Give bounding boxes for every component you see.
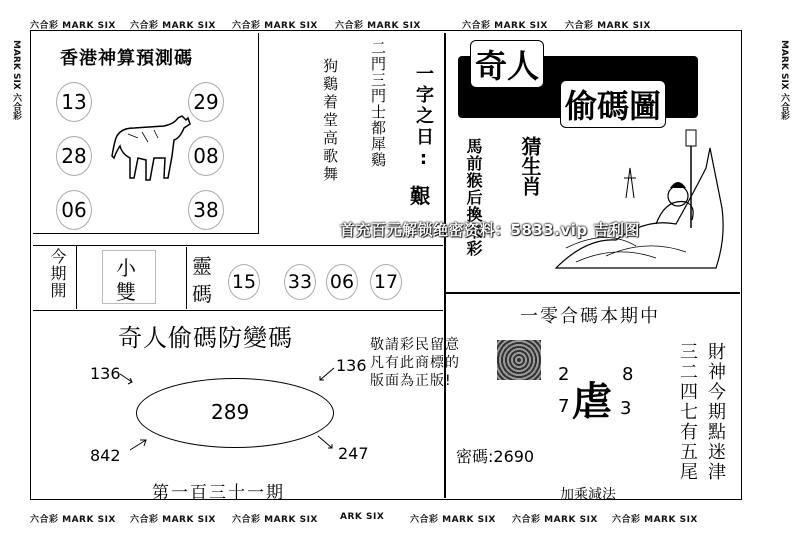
border-bottom-label: 六合彩 MARK SIX <box>512 515 598 525</box>
yiling-method: 加乘減法 <box>560 487 616 503</box>
yiling-num: 2 <box>558 364 570 385</box>
border-bottom-label: 六合彩 MARK SIX <box>130 515 216 525</box>
period-divider <box>76 245 77 309</box>
prediction-number: 06 <box>56 190 92 230</box>
fangbian-period: 第一百三十一期 <box>152 483 285 503</box>
prediction-title: 香港神算預測碼 <box>60 48 193 69</box>
period-label: 今期開 <box>48 248 67 299</box>
border-bottom-label: 六合彩 MARK SIX <box>30 515 116 525</box>
divider <box>444 33 446 498</box>
poem-char: 艱 <box>410 184 430 208</box>
yiling-char: 虐 <box>572 378 612 425</box>
poem-col2: 二門三門士都犀鷄 <box>369 40 387 168</box>
border-top-label: 六合彩 MARK SIX <box>462 21 548 31</box>
ling-number: 17 <box>370 264 402 300</box>
size-bottom: 雙 <box>116 280 136 304</box>
ling-number: 33 <box>284 264 316 300</box>
fangbian-top-right: 136 <box>336 356 367 375</box>
logo-title-top: 奇人 <box>470 40 544 88</box>
border-left-label: MARK SIX 六合彩 <box>11 40 21 120</box>
yiling-num: 7 <box>558 396 570 417</box>
border-right-label: MARK SIX 六合彩 <box>779 40 789 120</box>
fangbian-bottom-right: 247 <box>338 444 369 463</box>
notice-line: 凡有此商標的 <box>370 355 460 371</box>
ling-number: 15 <box>228 264 260 300</box>
prediction-number: 28 <box>56 136 92 176</box>
border-bottom-label: ARK SIX <box>340 512 385 522</box>
yiling-num: 3 <box>620 398 632 419</box>
ling-number: 06 <box>326 264 358 300</box>
prediction-number: 38 <box>188 190 224 230</box>
period-divider <box>186 247 187 309</box>
scholar-illustration <box>546 128 736 278</box>
fangbian-bottom-left: 842 <box>90 446 121 465</box>
prediction-number: 29 <box>188 82 224 122</box>
prediction-number: 08 <box>188 136 224 176</box>
side-col-right: 財神今期點迷津 <box>705 342 726 482</box>
ling-char: 靈 <box>192 254 212 278</box>
fangbian-center: 289 <box>211 400 250 424</box>
prediction-number: 13 <box>56 82 92 122</box>
poem-col3: 一字之日: <box>413 64 434 172</box>
notice-line: 版面為正版! <box>370 373 452 389</box>
border-top-label: 六合彩 MARK SIX <box>565 21 651 31</box>
border-bottom-label: 六合彩 MARK SIX <box>232 515 318 525</box>
border-top-label: 六合彩 MARK SIX <box>335 21 421 31</box>
border-bottom-label: 六合彩 MARK SIX <box>612 515 698 525</box>
yiling-password: 密碼:2690 <box>456 447 535 466</box>
border-top-label: 六合彩 MARK SIX <box>30 21 116 31</box>
ma-char: 碼 <box>192 282 212 306</box>
logo-title-bottom: 偷碼圖 <box>560 80 666 128</box>
yiling-num: 8 <box>622 364 634 385</box>
seal-icon <box>497 340 541 380</box>
guess-title: 猜生肖 <box>518 136 542 196</box>
yiling-title: 一零合碼本期中 <box>520 306 660 327</box>
divider <box>446 292 740 294</box>
ox-icon <box>108 108 192 186</box>
fangbian-top-left: 136 <box>90 364 121 383</box>
border-top-label: 六合彩 MARK SIX <box>130 21 216 31</box>
side-col-left: 三二四七有五尾 <box>677 342 698 482</box>
fangbian-arrows <box>110 360 350 460</box>
fangbian-notice <box>370 336 460 390</box>
border-top-label: 六合彩 MARK SIX <box>232 21 318 31</box>
guess-animals: 馬前猴后換來彩 <box>464 138 483 257</box>
size-top: 小 <box>116 256 136 280</box>
notice-line: 敬請彩民留意 <box>370 337 460 353</box>
poem-col1: 狗鷄着堂高歌舞 <box>321 58 339 184</box>
border-bottom-label: 六合彩 MARK SIX <box>410 515 496 525</box>
fangbian-title: 奇人偷碼防變碼 <box>118 324 293 352</box>
watermark: 首充百元解锁绝密资料：5833.vip 吉利图 <box>340 221 640 239</box>
